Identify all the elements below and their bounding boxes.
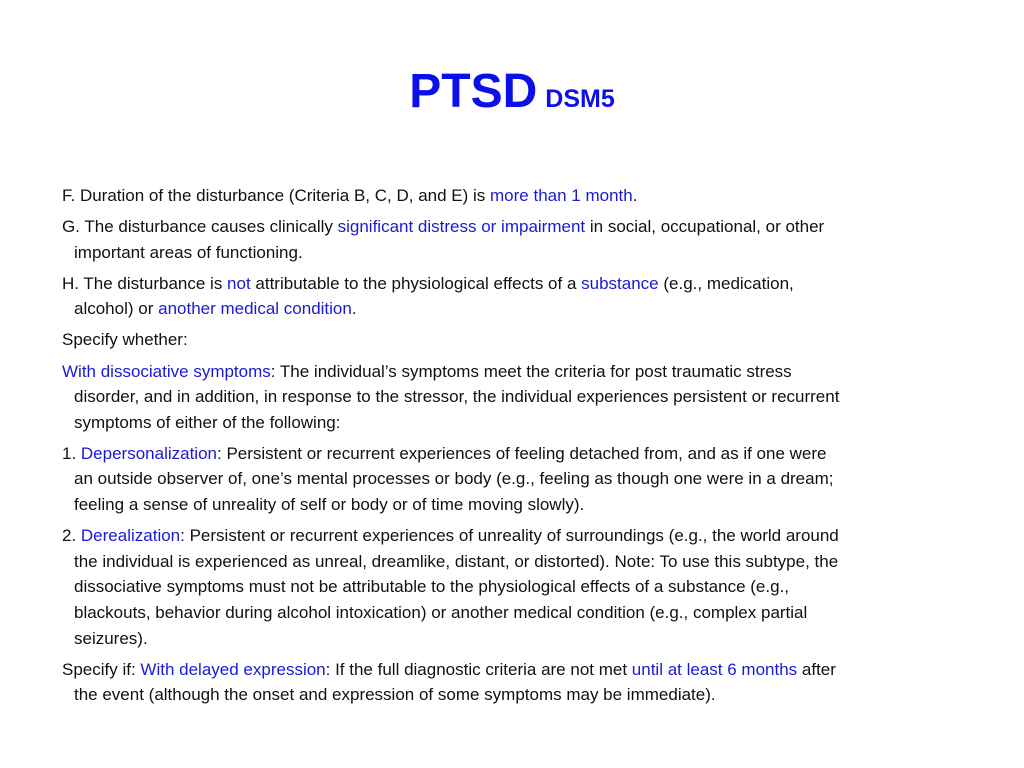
body-text: seizures).	[74, 628, 148, 648]
text-line	[62, 441, 982, 467]
body-text: an outside observer of, one’s mental processes or body (e.g., feeling as though one were in a dream;	[74, 469, 834, 489]
paragraph-specify-whether	[62, 327, 982, 353]
text-line	[62, 296, 982, 322]
paragraph-criterion-h	[62, 271, 982, 322]
highlighted-text: more than 1 month	[490, 186, 633, 205]
body-text: Specify if:	[62, 659, 141, 679]
text-line	[62, 359, 982, 385]
body-text: blackouts, behavior during alcohol intoxication) or another medical condition (e.g., complex partial	[74, 602, 808, 622]
text-line	[62, 600, 982, 626]
body-text: in social, occupational, or other	[585, 217, 825, 237]
highlighted-text: not	[227, 273, 251, 293]
highlighted-text: Depersonalization	[80, 443, 217, 463]
highlighted-text: until at least 6 months	[631, 659, 798, 679]
body-text: after	[797, 659, 836, 679]
body-text: 2.	[62, 526, 81, 546]
text-line	[62, 214, 982, 240]
body-text: the individual is experienced as unreal, dreamlike, distant, or distorted). Note: To use this subtype, the	[74, 551, 839, 571]
paragraph-dissociative-symptoms	[62, 359, 982, 436]
body-text: (e.g., medication,	[658, 273, 794, 293]
body-text: H. The disturbance is	[62, 273, 228, 293]
text-line	[62, 466, 982, 492]
body-text: F. Duration of the disturbance (Criteria B, C, D, and E) is	[62, 186, 491, 205]
text-line	[62, 682, 982, 708]
text-line	[62, 523, 982, 549]
highlighted-text: With dissociative symptoms	[62, 361, 271, 381]
body-text: : If the full diagnostic criteria are not met	[325, 659, 632, 679]
paragraph-derealization	[62, 523, 982, 651]
highlighted-text: another medical condition	[158, 299, 352, 319]
highlighted-text: Derealization	[80, 526, 181, 546]
title-main: PTSD	[409, 65, 538, 118]
text-line	[62, 626, 982, 652]
text-line	[62, 574, 982, 600]
body-text: feeling a sense of unreality of self or body or of time moving slowly).	[74, 495, 585, 515]
body-text: Specify whether:	[62, 330, 188, 350]
slide-title	[0, 64, 1024, 119]
text-line	[62, 492, 982, 518]
paragraph-delayed-expression	[62, 657, 982, 708]
body-text: .	[632, 186, 638, 205]
body-text: G. The disturbance causes clinically	[62, 217, 338, 237]
body-text: 1.	[62, 443, 81, 463]
slide-body	[62, 183, 982, 713]
text-line	[62, 410, 982, 436]
body-text: : Persistent or recurrent experiences of feeling detached from, and as if one were	[217, 443, 827, 463]
text-line	[62, 657, 982, 683]
paragraph-criterion-g	[62, 214, 982, 265]
text-line	[62, 549, 982, 575]
body-text: : Persistent or recurrent experiences of unreality of surroundings (e.g., the world around	[180, 526, 839, 546]
body-text: alcohol) or	[74, 299, 159, 319]
paragraph-depersonalization	[62, 441, 982, 518]
title-sub: DSM5	[545, 85, 615, 113]
paragraph-criterion-f	[62, 183, 982, 209]
body-text: .	[351, 299, 357, 319]
body-text: disorder, and in addition, in response to the stressor, the individual experiences persistent or recurrent	[74, 387, 840, 407]
highlighted-text: significant distress or impairment	[337, 217, 586, 237]
body-text: : The individual’s symptoms meet the criteria for post traumatic stress	[270, 361, 792, 381]
body-text: attributable to the physiological effects of a	[250, 273, 582, 293]
text-line	[62, 271, 982, 297]
body-text: dissociative symptoms must not be attributable to the physiological effects of a substance (e.g.,	[74, 577, 790, 597]
text-line	[62, 327, 982, 353]
text-line	[62, 240, 982, 266]
highlighted-text: With delayed expression	[140, 659, 326, 679]
body-text: symptoms of either of the following:	[74, 412, 341, 432]
body-text: important areas of functioning.	[74, 242, 303, 262]
text-line	[62, 183, 982, 209]
body-text: the event (although the onset and expression of some symptoms may be immediate).	[74, 685, 716, 705]
highlighted-text: substance	[581, 273, 659, 293]
text-line	[62, 384, 982, 410]
